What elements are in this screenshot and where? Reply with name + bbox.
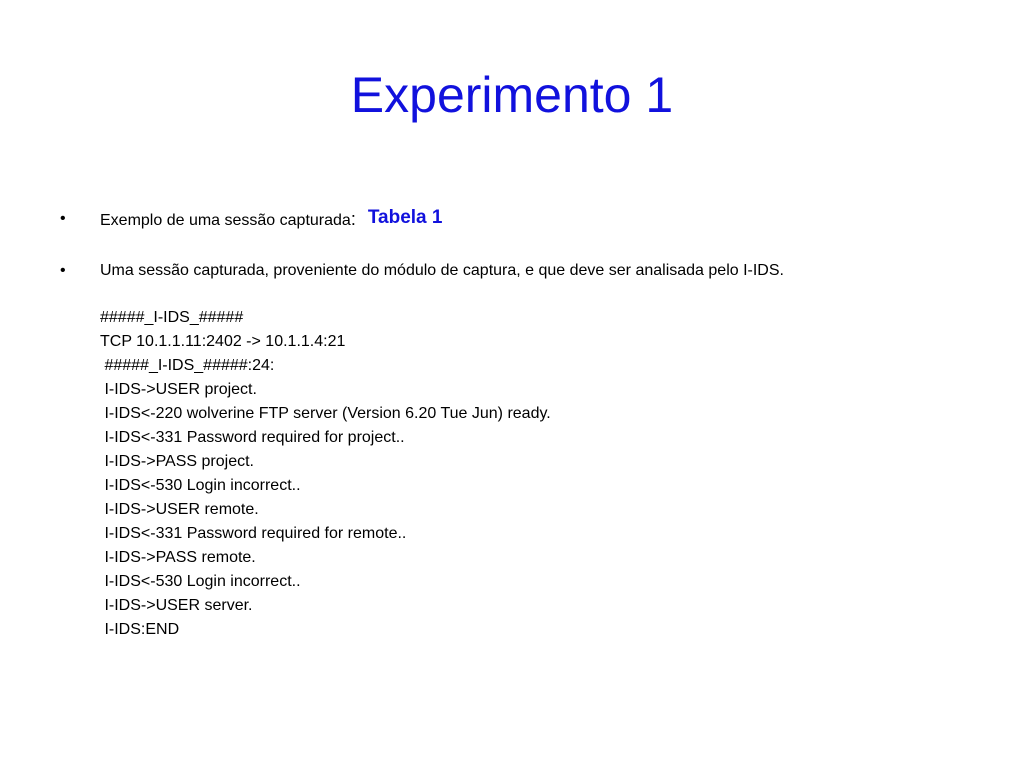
session-line: I-IDS->USER project. <box>100 381 257 398</box>
session-line: I-IDS<-530 Login incorrect.. <box>100 573 301 590</box>
session-line: #####_I-IDS_##### <box>100 309 244 326</box>
bullet-marker: • <box>60 262 66 279</box>
bullet-marker: • <box>60 210 66 227</box>
tabela-1-link[interactable]: Tabela 1 <box>367 207 443 228</box>
session-line: TCP 10.1.1.11:2402 -> 10.1.1.4:21 <box>100 333 346 350</box>
session-line: I-IDS<-331 Password required for remote.. <box>100 525 407 542</box>
session-line: I-IDS->PASS remote. <box>100 549 256 566</box>
bullet-text <box>100 208 442 232</box>
bullet-colon: : <box>350 209 356 229</box>
bullet-label: Exemplo de uma sessão capturada <box>100 212 351 229</box>
session-line: #####_I-IDS_#####:24: <box>100 357 275 374</box>
session-line: I-IDS:END <box>100 621 180 638</box>
session-log <box>100 306 551 642</box>
session-line: I-IDS<-220 wolverine FTP server (Version 6.20 Tue Jun) ready. <box>100 405 551 422</box>
bullet-text: Uma sessão capturada, proveniente do módulo de captura, e que deve ser analisada pelo I-IDS. <box>100 262 784 279</box>
slide-title: Experimento 1 <box>350 67 674 123</box>
session-line: I-IDS->USER remote. <box>100 501 259 518</box>
session-line: I-IDS->PASS project. <box>100 453 254 470</box>
session-line: I-IDS<-331 Password required for project.. <box>100 429 405 446</box>
session-line: I-IDS<-530 Login incorrect.. <box>100 477 301 494</box>
session-line: I-IDS->USER server. <box>100 597 253 614</box>
